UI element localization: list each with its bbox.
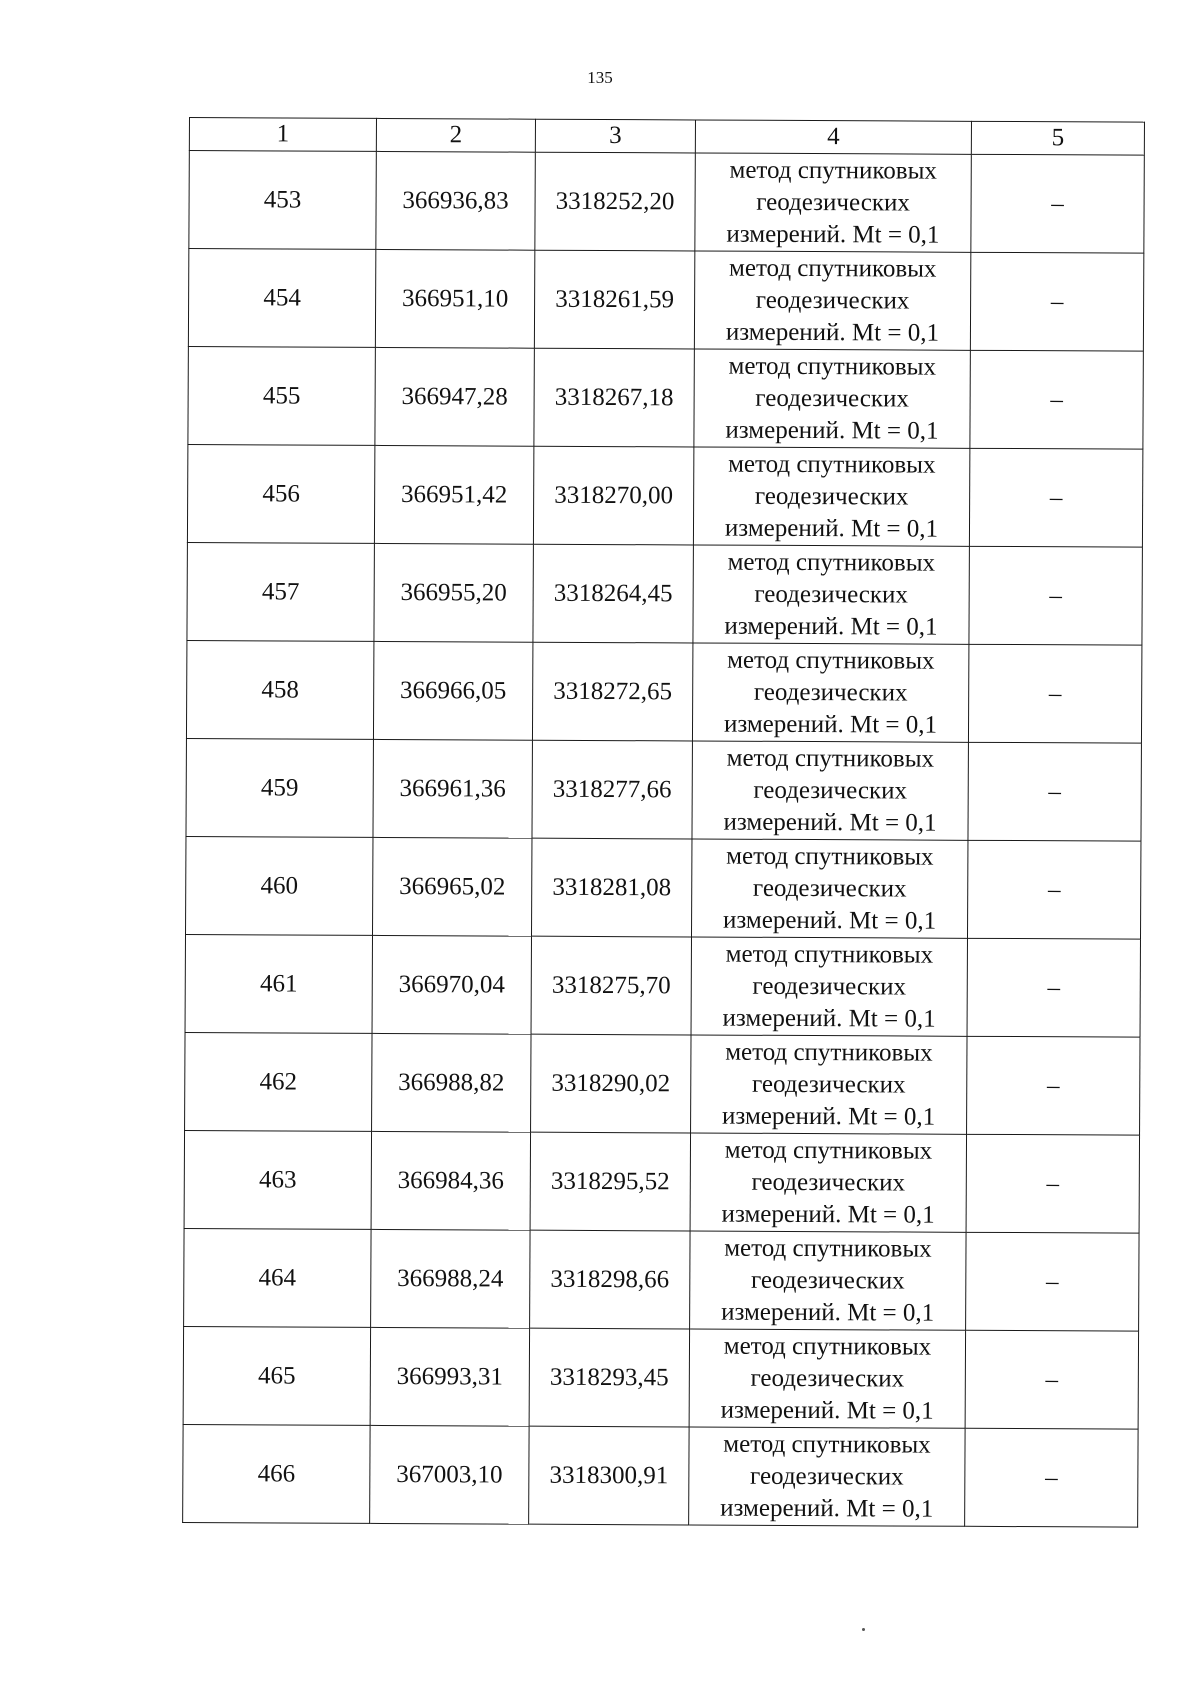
method-line: метод спутниковых	[727, 548, 936, 577]
column-header-3: 3	[535, 119, 695, 153]
y-coordinate-cell: 3318275,70	[531, 936, 691, 1035]
method-line: измерений. Mt = 0,1	[722, 906, 937, 935]
x-coordinate-cell: 366993,31	[370, 1327, 529, 1426]
method-cell	[693, 447, 969, 546]
method-line: геодезических	[756, 188, 910, 217]
note-cell: –	[970, 252, 1143, 351]
y-coordinate-cell: 3318290,02	[531, 1034, 691, 1133]
point-number-cell: 464	[184, 1228, 371, 1327]
y-coordinate-cell: 3318298,66	[530, 1230, 690, 1329]
y-coordinate-cell: 3318264,45	[533, 544, 693, 643]
point-number-cell: 461	[185, 934, 372, 1033]
column-header-2: 2	[376, 118, 535, 152]
x-coordinate-cell: 366961,36	[373, 739, 532, 838]
y-coordinate-cell: 3318295,52	[530, 1132, 690, 1231]
column-header-4: 4	[695, 120, 971, 154]
note-cell: –	[969, 546, 1142, 645]
point-number-cell: 456	[187, 444, 374, 543]
table-row	[186, 836, 1141, 939]
method-line: метод спутниковых	[728, 450, 936, 479]
x-coordinate-cell: 366966,05	[373, 641, 532, 740]
method-cell	[691, 1035, 967, 1134]
x-coordinate-cell: 366988,82	[372, 1033, 531, 1132]
method-line: метод спутниковых	[724, 1234, 932, 1263]
x-coordinate-cell: 366947,28	[375, 347, 534, 446]
point-number-cell: 455	[188, 346, 375, 445]
method-cell	[691, 937, 967, 1036]
method-line: измерений. Mt = 0,1	[725, 318, 940, 347]
column-header-5: 5	[971, 121, 1144, 155]
scan-dot	[862, 1628, 865, 1631]
note-cell: –	[967, 1036, 1140, 1135]
x-coordinate-cell: 366970,04	[372, 935, 531, 1034]
method-line: измерений. Mt = 0,1	[725, 416, 939, 445]
method-cell	[692, 643, 968, 742]
point-number-cell: 462	[185, 1032, 372, 1131]
y-coordinate-cell: 3318293,45	[529, 1328, 689, 1427]
table-row	[185, 1032, 1140, 1135]
table-row	[183, 1424, 1138, 1527]
table-row	[186, 640, 1141, 743]
method-cell	[695, 153, 971, 252]
method-cell	[692, 741, 968, 840]
note-cell: –	[965, 1330, 1138, 1429]
table-row	[183, 1326, 1138, 1429]
method-line: метод спутниковых	[729, 254, 937, 283]
method-line: метод спутниковых	[723, 1332, 932, 1361]
point-number-cell: 457	[187, 542, 374, 641]
method-line: измерений. Mt = 0,1	[720, 1396, 934, 1425]
method-line: метод спутниковых	[723, 1430, 931, 1459]
method-line: геодезических	[752, 874, 907, 903]
method-cell	[693, 545, 969, 644]
method-line: геодезических	[750, 1364, 905, 1393]
point-number-cell: 454	[188, 249, 375, 348]
x-coordinate-cell: 366951,10	[375, 249, 534, 348]
method-line: измерений. Mt = 0,1	[723, 710, 938, 739]
x-coordinate-cell: 366988,24	[371, 1229, 530, 1328]
point-number-cell: 459	[186, 738, 373, 837]
note-cell: –	[970, 350, 1143, 449]
method-cell	[690, 1133, 966, 1232]
table-row	[184, 1130, 1139, 1233]
point-number-cell: 463	[184, 1130, 371, 1229]
method-line: геодезических	[751, 1070, 906, 1099]
method-line: геодезических	[753, 776, 908, 805]
note-cell: –	[966, 1134, 1139, 1233]
x-coordinate-cell: 367003,10	[370, 1425, 529, 1524]
method-line: измерений. Mt = 0,1	[722, 1004, 936, 1033]
method-line: геодезических	[755, 384, 909, 413]
coordinates-table	[182, 117, 1145, 1528]
method-line: измерений. Mt = 0,1	[722, 1102, 936, 1131]
method-cell	[694, 349, 970, 448]
table-row	[188, 346, 1143, 449]
y-coordinate-cell: 3318272,65	[532, 642, 692, 741]
note-cell: –	[968, 644, 1141, 743]
note-cell: –	[965, 1428, 1138, 1527]
method-line: метод спутниковых	[727, 646, 935, 675]
method-line: метод спутниковых	[725, 940, 934, 969]
page-number: 135	[587, 68, 613, 87]
method-cell	[691, 839, 967, 938]
method-line: измерений. Mt = 0,1	[720, 1494, 934, 1523]
point-number-cell: 458	[186, 640, 373, 739]
method-line: измерений. Mt = 0,1	[721, 1200, 935, 1229]
method-line: геодезических	[753, 678, 908, 707]
y-coordinate-cell: 3318300,91	[529, 1426, 689, 1525]
method-line: геодезических	[755, 286, 910, 315]
y-coordinate-cell: 3318267,18	[534, 348, 694, 447]
point-number-cell: 465	[183, 1326, 370, 1425]
method-line: геодезических	[754, 580, 909, 609]
method-line: геодезических	[754, 482, 909, 511]
table-row	[185, 934, 1140, 1037]
y-coordinate-cell: 3318277,66	[532, 740, 692, 839]
method-line: геодезических	[752, 972, 907, 1001]
method-line: метод спутниковых	[726, 842, 934, 871]
note-cell: –	[971, 154, 1144, 253]
note-cell: –	[968, 742, 1141, 841]
method-line: измерений. Mt = 0,1	[724, 514, 939, 543]
note-cell: –	[966, 1232, 1139, 1331]
x-coordinate-cell: 366951,42	[374, 445, 533, 544]
method-cell	[689, 1329, 965, 1428]
method-line: метод спутниковых	[726, 744, 935, 773]
method-cell	[694, 251, 970, 350]
y-coordinate-cell: 3318270,00	[533, 446, 693, 545]
method-cell	[690, 1231, 966, 1330]
table-row	[187, 444, 1142, 547]
method-line: метод спутниковых	[728, 352, 937, 381]
point-number-cell: 453	[189, 151, 376, 250]
table-row	[188, 249, 1143, 352]
method-line: метод спутниковых	[724, 1136, 933, 1165]
method-line: измерений. Mt = 0,1	[724, 612, 938, 641]
y-coordinate-cell: 3318281,08	[532, 838, 692, 937]
y-coordinate-cell: 3318252,20	[535, 152, 695, 251]
x-coordinate-cell: 366936,83	[376, 151, 535, 250]
method-line: измерений. Mt = 0,1	[721, 1298, 935, 1327]
method-line: метод спутниковых	[729, 156, 938, 185]
method-cell	[689, 1427, 965, 1526]
method-line: измерений. Mt = 0,1	[723, 808, 937, 837]
table-row	[184, 1228, 1139, 1331]
x-coordinate-cell: 366984,36	[371, 1131, 530, 1230]
method-line: измерений. Mt = 0,1	[726, 220, 940, 249]
note-cell: –	[967, 938, 1140, 1037]
method-line: метод спутниковых	[725, 1038, 933, 1067]
method-line: геодезических	[750, 1266, 905, 1295]
point-number-cell: 460	[186, 836, 373, 935]
table-row	[187, 542, 1142, 645]
x-coordinate-cell: 366955,20	[374, 543, 533, 642]
note-cell: –	[967, 840, 1140, 939]
column-header-1: 1	[189, 118, 376, 152]
method-line: геодезических	[750, 1462, 904, 1491]
y-coordinate-cell: 3318261,59	[534, 250, 694, 349]
point-number-cell: 466	[183, 1424, 370, 1523]
table-row	[189, 151, 1144, 254]
table-header-row	[189, 118, 1144, 156]
note-cell: –	[969, 448, 1142, 547]
x-coordinate-cell: 366965,02	[373, 837, 532, 936]
table-row	[186, 738, 1141, 841]
method-line: геодезических	[751, 1168, 906, 1197]
